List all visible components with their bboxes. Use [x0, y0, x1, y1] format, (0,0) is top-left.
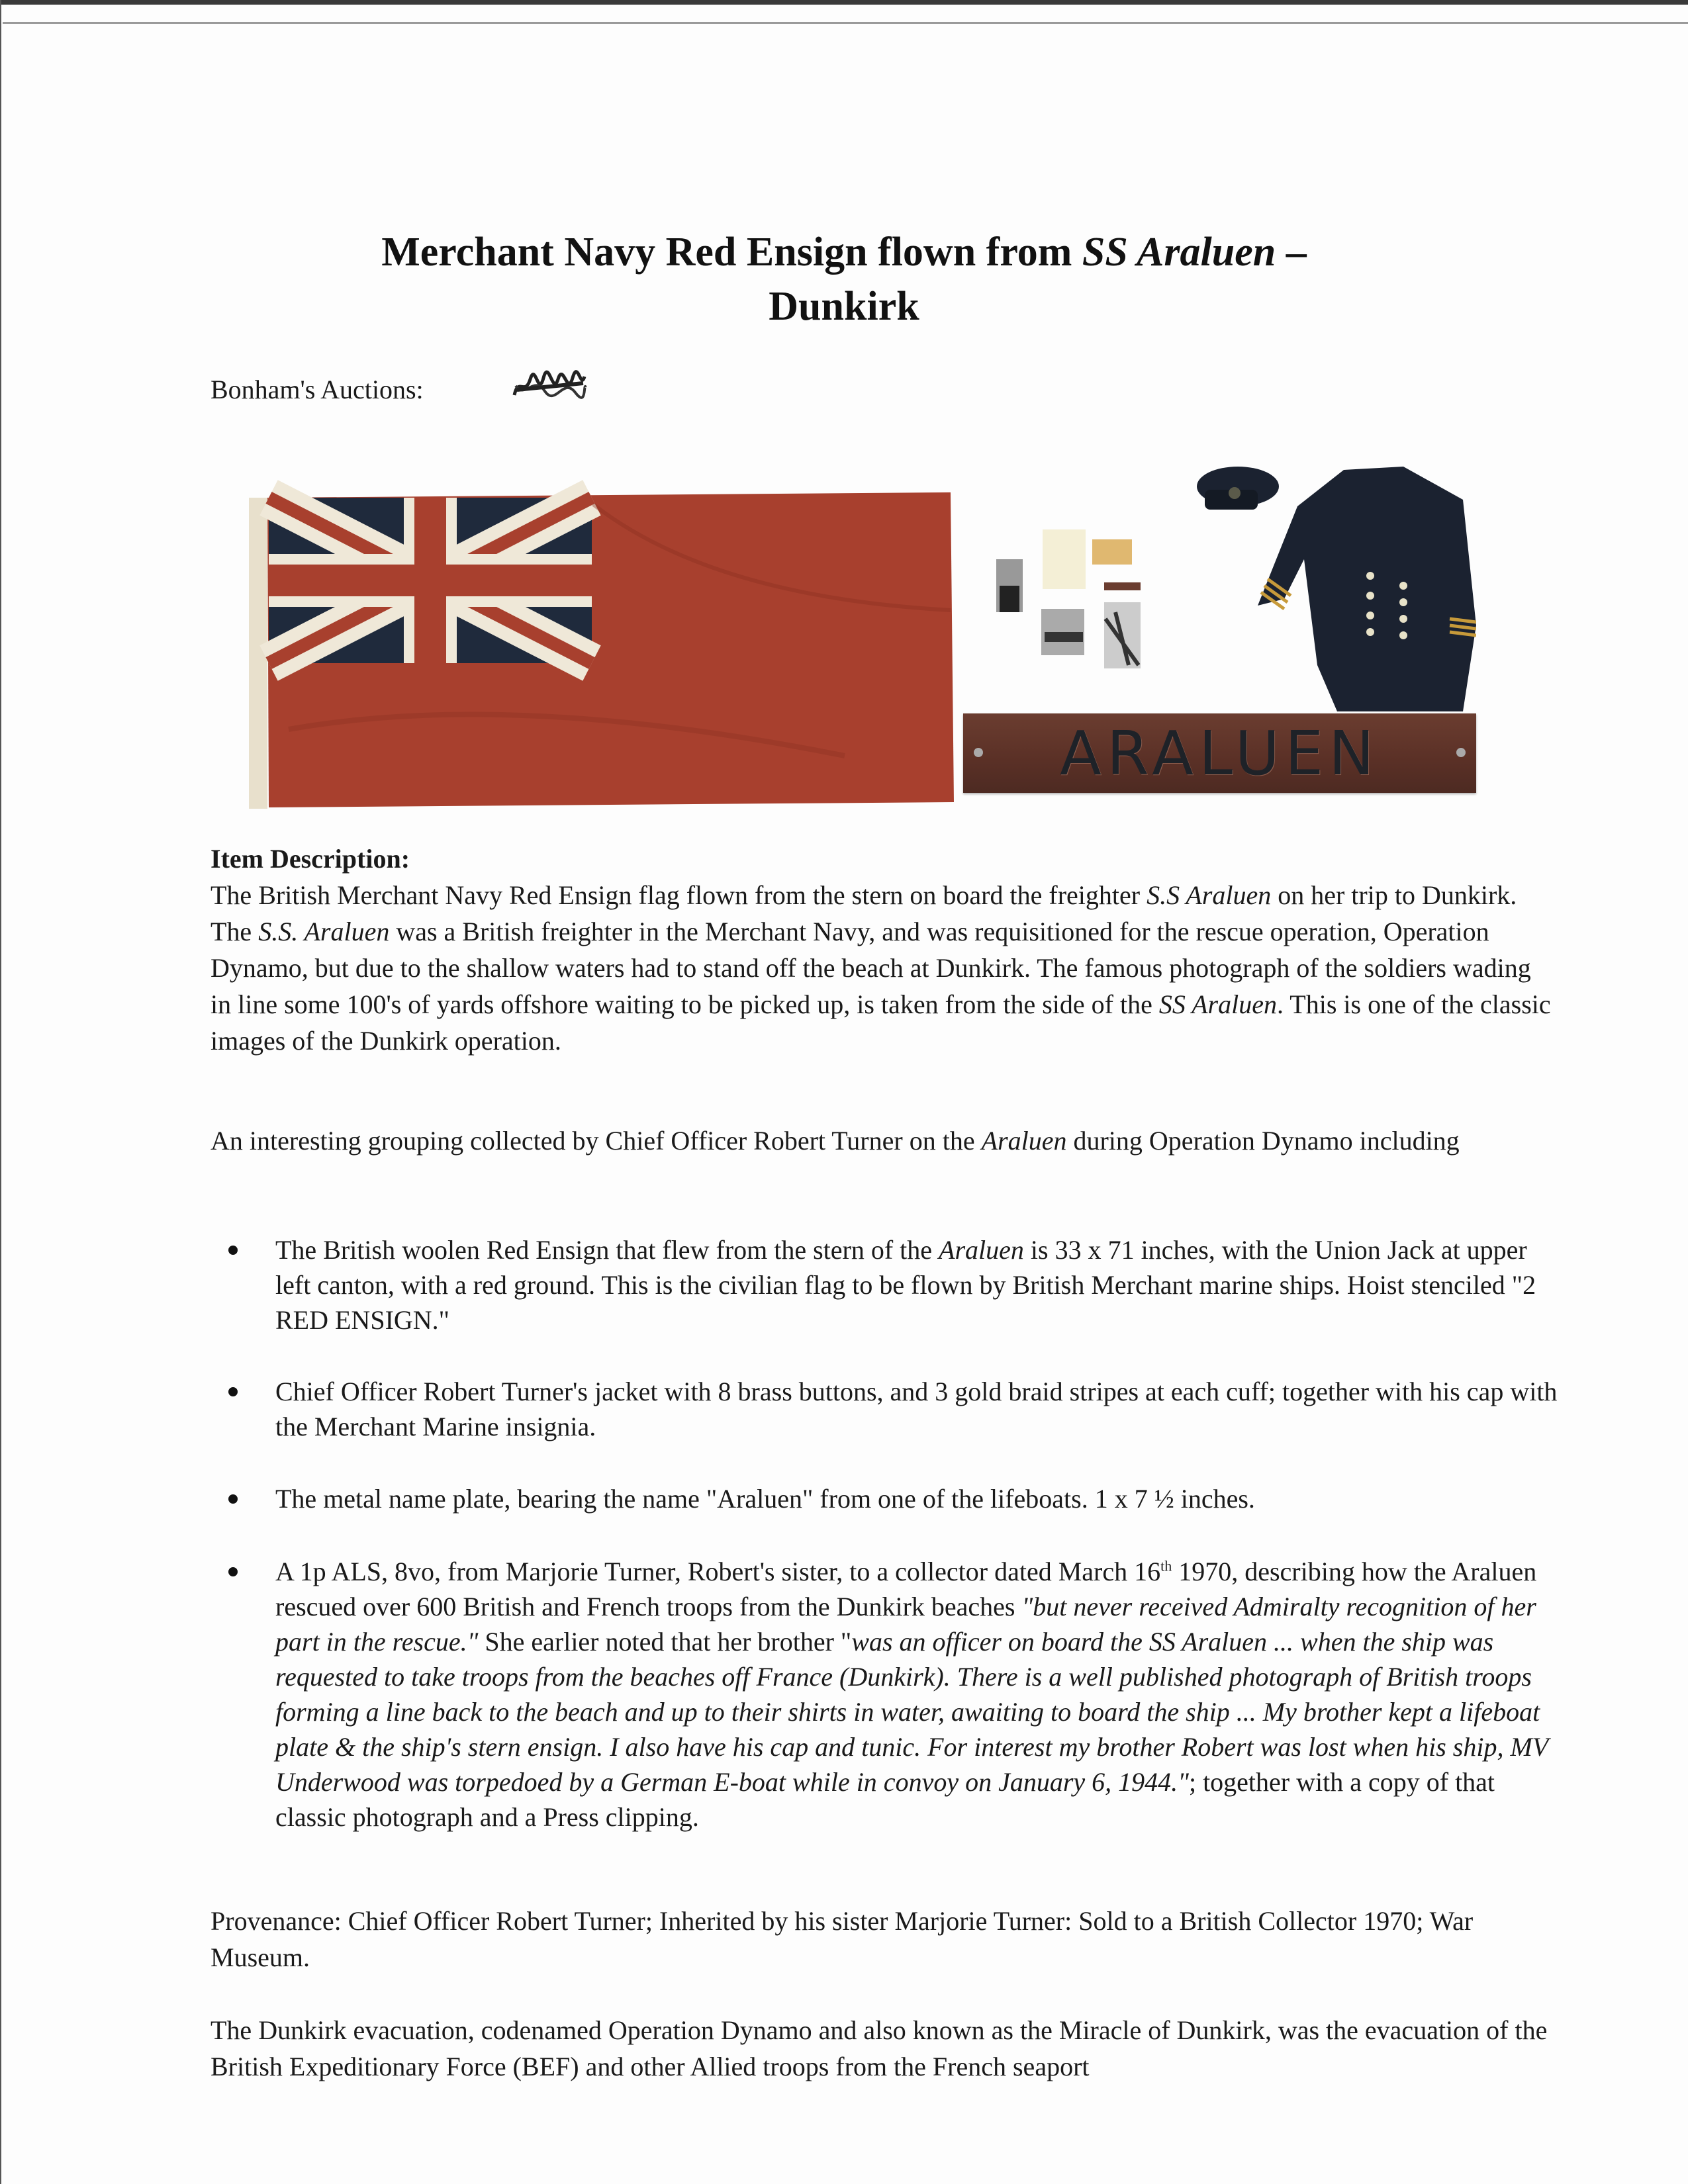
title-text: Merchant Navy Red Ensign flown from	[381, 230, 1082, 275]
bullet-icon	[228, 1494, 238, 1504]
ship-name: Araluen	[939, 1235, 1024, 1265]
bullet-icon	[228, 1246, 238, 1255]
nameplate-text: ARALUEN	[1059, 717, 1380, 789]
list-item: The British woolen Red Ensign that flew from the stern of the Araluen is 33 x 71 inches, with the Union Jack at upper left canton, with a red ground. This is the civilian flag to be flown by British Merchant marine ships. Hoist stenciled "2 RED ENSIGN."	[211, 1232, 1561, 1338]
araluen-nameplate-photo	[963, 713, 1476, 793]
closing-paragraph: The Dunkirk evacuation, codenamed Operation Dynamo and also known as the Miracle of Dunkirk, was the evacuation of the British Expeditionary Force (BEF) and other Allied troops from the French seaport	[211, 2015, 1548, 2081]
item-description	[211, 841, 1554, 1059]
scan-border-left	[0, 0, 1, 2184]
ship-name: S.S. Araluen	[258, 917, 390, 946]
letter-quote: "but never received Admiralty recognition of her part in the rescue."	[275, 1592, 1536, 1657]
title-dash: –	[1276, 230, 1307, 275]
grouping-paragraph: An interesting grouping collected by Chief Officer Robert Turner on the Araluen during Operation Dynamo including	[211, 1126, 1460, 1156]
red-ensign-flag-photo	[249, 478, 954, 809]
title-ship-name: SS Araluen	[1082, 230, 1276, 275]
title-line-2: Dunkirk	[769, 284, 919, 329]
memorabilia-photo	[973, 453, 1476, 725]
small-plate-thumbnail	[1104, 582, 1141, 590]
list-item: The metal name plate, bearing the name "Araluen" from one of the lifeboats. 1 x 7 ½ inches.	[211, 1481, 1561, 1516]
auction-line	[211, 374, 424, 405]
letter-thumbnail	[1043, 529, 1086, 589]
screw-icon	[974, 748, 983, 757]
item-description-heading: Item Description:	[211, 844, 410, 874]
provenance: Provenance: Chief Officer Robert Turner; Inherited by his sister Marjorie Turner: Sold to a British Collector 1970; War Museum.	[211, 1906, 1474, 1972]
envelope-thumbnail	[1092, 539, 1132, 565]
description-paragraph: The British Merchant Navy Red Ensign flag flown from the stern on board the freighter S.S Araluen on her trip to Dunkirk. The S.S. Araluen was a British freighter in the Merchant Navy, and was requisitioned for the rescue operation, Operation Dynamo, but due to the shallow waters had to stand off the beach at Dunkirk. The famous photograph of the soldiers wading in line some 100's of yards offshore waiting to be picked up, is taken from the side of the SS Araluen. This is one of the classic images of the Dunkirk operation.	[211, 880, 1551, 1056]
auction-label: Bonham's Auctions:	[211, 375, 424, 404]
scan-rule	[3, 22, 1688, 24]
ship-name: SS Araluen	[1158, 989, 1277, 1019]
ship-name: Araluen	[981, 1126, 1067, 1156]
ship-name: S.S Araluen	[1147, 880, 1272, 910]
bullet-icon	[228, 1387, 238, 1396]
list-item: Chief Officer Robert Turner's jacket with 8 brass buttons, and 3 gold braid stripes at each cuff; together with his cap with the Merchant Marine insignia.	[211, 1374, 1561, 1444]
union-jack-canton	[269, 498, 592, 663]
scan-border-top	[0, 0, 1688, 5]
screw-icon	[1456, 748, 1466, 757]
page-title	[199, 225, 1489, 334]
list-item: A 1p ALS, 8vo, from Marjorie Turner, Robert's sister, to a collector dated March 16th 1970, describing how the Araluen rescued over 600 British and French troops from the Dunkirk beaches "but never received Admiralty recognition of her part in the rescue." She earlier noted that her brother "was an officer on board the SS Araluen ... when the ship was requested to take troops from the beaches off France (Dunkirk). There is a well published photograph of British troops forming a line back to the beach and up to their shirts in water, awaiting to board the ship ... My brother kept a lifeboat plate & the ship's stern ensign. I also have his cap and tunic. For interest my brother Robert was lost when his ship, MV Underwood was torpedoed by a German E-boat while in convoy on January 6, 1944."; together with a copy of that classic photograph and a Press clipping.	[211, 1554, 1561, 1835]
redacted-price-scribble	[512, 370, 588, 404]
letter-quote: was an officer on board the SS Araluen ... when the ship was requested to take troops from the beaches off France (Dunkirk). There is a well published photograph of British troops forming a line back to the beach and up to their shirts in water, awaiting to board the ship ... My brother kept a lifeboat plate & the ship's stern ensign. I also have his cap and tunic. For interest my brother Robert was lost when his ship, MV Underwood was torpedoed by a German E-boat while in convoy on January 6, 1944."	[275, 1627, 1548, 1797]
bullet-icon	[228, 1567, 238, 1576]
